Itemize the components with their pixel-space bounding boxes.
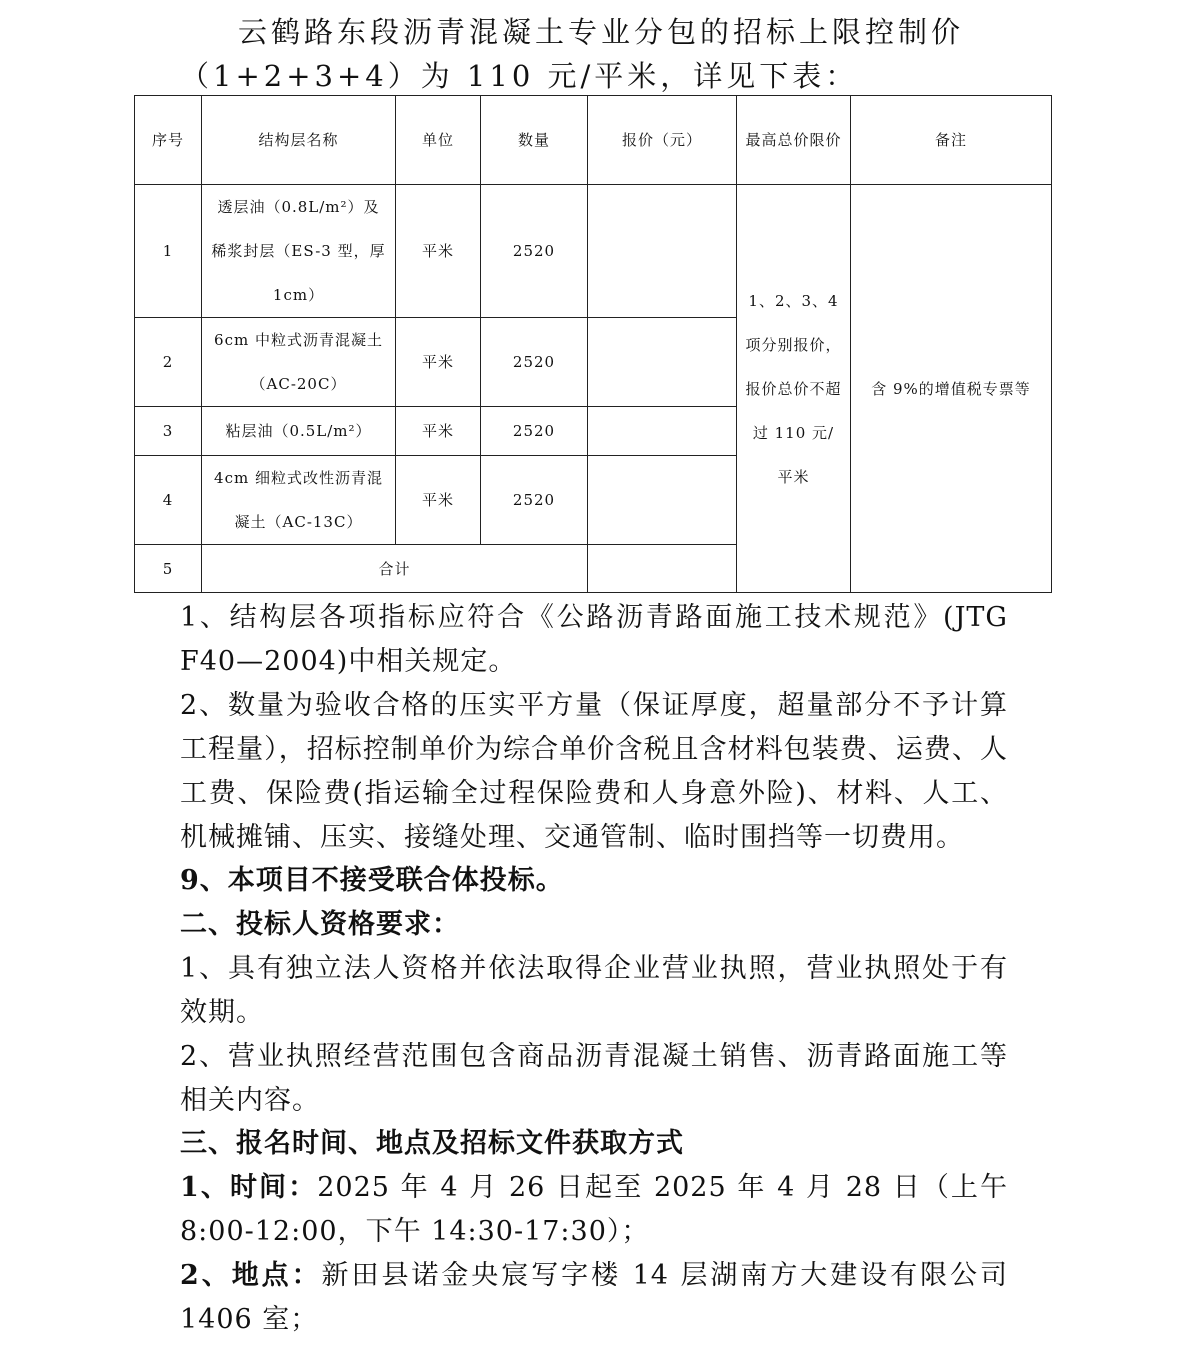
header-note: 备注 <box>851 96 1052 185</box>
item-9: 9、本项目不接受联合体投标。 <box>180 865 564 896</box>
time-label: 1、时间： <box>180 1172 318 1203</box>
row-qty: 2520 <box>481 456 588 545</box>
total-label: 合计 <box>202 545 588 593</box>
signup-place <box>180 1254 1008 1342</box>
note-2: 2、数量为验收合格的压实平方量（保证厚度，超量部分不予计算工程量），招标控制单价为综合单价含税且含材料包装费、运费、人工费、保险费(指运输全过程保险费和人身意外险)、材料、人工、机械摊铺、压实、接缝处理、交通管制、临时围挡等一切费用。 <box>180 690 1008 853</box>
remark-cell: 含 9%的增值税专票等 <box>851 185 1052 593</box>
intro-line-1: 云鹤路东段沥青混凝土专业分包的招标上限控制价 <box>238 15 965 49</box>
time-value: 2025 年 4 月 26 日起至 2025 年 4 月 28 日（上午 8:00-12:00，下午 14:30-17:30）； <box>180 1172 1008 1247</box>
max-price-cell: 1、2、3、4 项分别报价，报价总价不超过 110 元/平米 <box>737 185 851 593</box>
row-price[interactable] <box>588 407 737 456</box>
requirement-2: 2、营业执照经营范围包含商品沥青混凝土销售、沥青路面施工等相关内容。 <box>180 1041 1008 1116</box>
price-table <box>134 95 1052 593</box>
header-unit: 单位 <box>396 96 481 185</box>
note-1: 1、结构层各项指标应符合《公路沥青路面施工技术规范》(JTG F40—2004)中相关规定。 <box>180 602 1008 677</box>
table-header-row <box>135 96 1052 185</box>
table-row <box>135 185 1052 318</box>
row-seq: 3 <box>135 407 202 456</box>
intro-line-2: （1+2+3+4）为 110 元/平米，详见下表： <box>180 59 859 93</box>
row-price[interactable] <box>588 456 737 545</box>
header-seq: 序号 <box>135 96 202 185</box>
signup-time <box>180 1166 1008 1254</box>
row-price[interactable] <box>588 318 737 407</box>
row-seq: 1 <box>135 185 202 318</box>
section-3-heading: 三、报名时间、地点及招标文件获取方式 <box>180 1128 684 1159</box>
header-price: 报价（元） <box>588 96 737 185</box>
row-name: 4cm 细粒式改性沥青混凝土（AC-13C） <box>202 456 396 545</box>
row-unit: 平米 <box>396 185 481 318</box>
intro-paragraph <box>180 10 1008 98</box>
place-value: 新田县诺金央宸写字楼 14 层湖南方大建设有限公司 1406 室； <box>180 1260 1008 1335</box>
header-name: 结构层名称 <box>202 96 396 185</box>
row-qty: 2520 <box>481 318 588 407</box>
row-seq: 2 <box>135 318 202 407</box>
header-qty: 数量 <box>481 96 588 185</box>
row-unit: 平米 <box>396 318 481 407</box>
header-max-price: 最高总价限价 <box>737 96 851 185</box>
row-unit: 平米 <box>396 407 481 456</box>
row-seq: 4 <box>135 456 202 545</box>
total-seq: 5 <box>135 545 202 593</box>
place-label: 2、地点： <box>180 1260 322 1291</box>
total-price[interactable] <box>588 545 737 593</box>
row-qty: 2520 <box>481 185 588 318</box>
row-unit: 平米 <box>396 456 481 545</box>
row-qty: 2520 <box>481 407 588 456</box>
row-name: 6cm 中粒式沥青混凝土（AC-20C） <box>202 318 396 407</box>
section-2-heading: 二、投标人资格要求： <box>180 909 460 940</box>
row-name: 透层油（0.8L/m²）及稀浆封层（ES-3 型，厚 1cm） <box>202 185 396 318</box>
requirement-1: 1、具有独立法人资格并依法取得企业营业执照，营业执照处于有效期。 <box>180 953 1008 1028</box>
row-name: 粘层油（0.5L/m²） <box>202 407 396 456</box>
row-price[interactable] <box>588 185 737 318</box>
